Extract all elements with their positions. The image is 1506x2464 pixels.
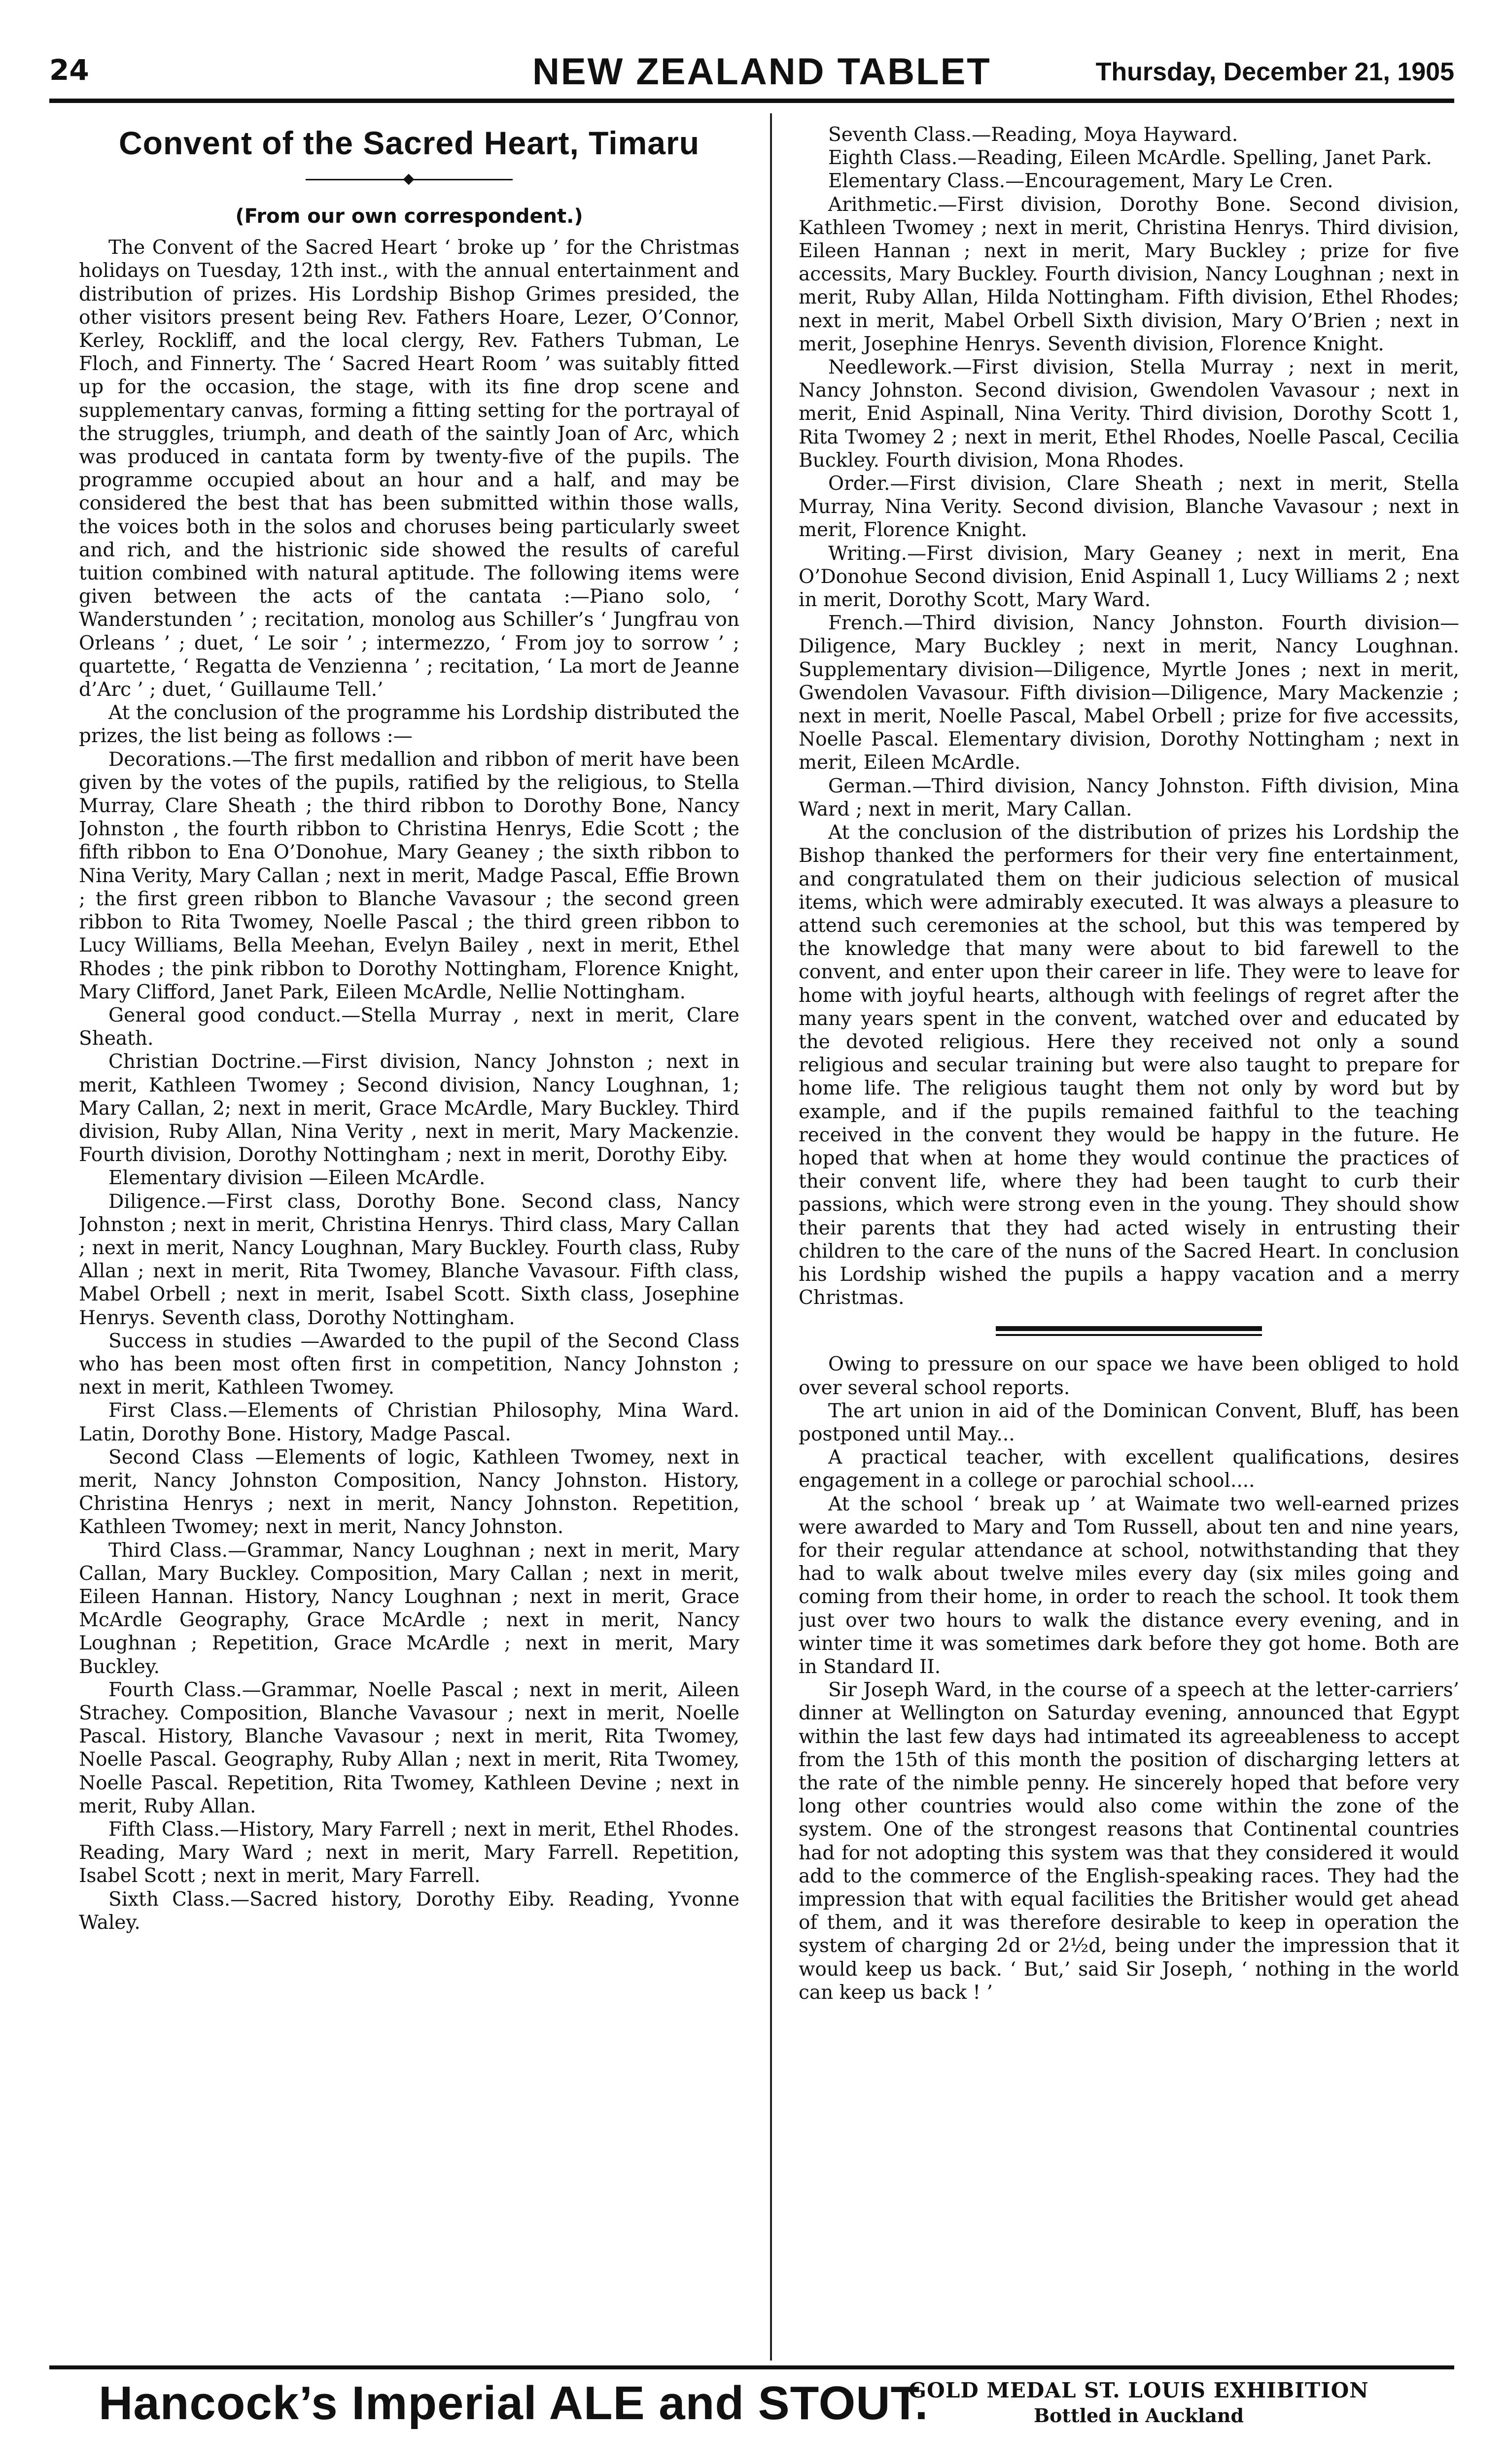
article-byline: (From our own correspondent.) (235, 205, 583, 228)
advertisement-line-2: Bottled in Auckland (1033, 2404, 1244, 2427)
article-paragraph: French.—Third division, Nancy Johnston. Fourth division—Diligence, Mary Buckley ; next in merit, Nancy Loughnan. Supplementary division—Diligence, Myrtle Jones ; next in merit, Gwendolen Vavasour. Fifth division—Diligence, Mary Mackenzie ; next in merit, Noelle Pascal, Mabel Orbell ; prize for five accessits, Noelle Pascal. Elementary division, Dorothy Nottingham ; next in merit, Eileen McArdle. (799, 612, 1459, 774)
article-paragraph: At the conclusion of the programme his Lordship distributed the prizes, the list being as follows :— (79, 702, 739, 748)
article-paragraph: Elementary division —Eileen McArdle. (108, 1167, 486, 1190)
article-paragraph: Christian Doctrine.—First division, Nancy Johnston ; next in merit, Kathleen Twomey ; Second division, Nancy Loughnan, 1; Mary Callan, 2; next in merit, Grace McArdle, Mary Buckley. Third division, Ruby Allan, Nina Verity , next in merit, Mary Mackenzie. Fourth division, Dorothy Nottingham ; next in merit, Dorothy Eiby. (79, 1051, 739, 1166)
paper-title: NEW ZEALAND TABLET (532, 51, 991, 93)
publication-date: Thursday, December 21, 1905 (1095, 58, 1454, 86)
header-rule (49, 99, 1454, 103)
article-paragraph: Order.—First division, Clare Sheath ; next in merit, Stella Murray, Nina Verity. Second division, Blanche Vavasour ; next in merit, Florence Knight. (799, 473, 1459, 542)
column-divider (770, 113, 772, 2361)
masthead (49, 53, 1454, 93)
article-paragraph: Second Class —Elements of logic, Kathleen Twomey, next in merit, Nancy Johnston Composition, Nancy Johnston. History, Christina Henrys ; next in merit, Nancy Johnston. Repetition, Kathleen Twomey; next in merit, Nancy Johnston. (79, 1446, 739, 1539)
article-paragraph: Seventh Class.—Reading, Moya Hayward. (828, 124, 1238, 146)
article-paragraph: General good conduct.—Stella Murray , next in merit, Clare Sheath. (79, 1004, 739, 1050)
article-paragraph: Fifth Class.—History, Mary Farrell ; next in merit, Ethel Rhodes. Reading, Mary Ward ; next in merit, Mary Farrell. Repetition, Isabel Scott ; next in merit, Mary Farrell. (79, 1818, 739, 1887)
article-paragraph: Needlework.—First division, Stella Murray ; next in merit, Nancy Johnston. Second division, Gwendolen Vavasour ; next in merit, Enid Aspinall, Nina Verity. Third division, Dorothy Scott 1, Rita Twomey 2 ; next in merit, Ethel Rhodes, Noelle Pascal, Cecilia Buckley. Fourth division, Mona Rhodes. (799, 356, 1459, 472)
news-paragraph: A practical teacher, with excellent qualifications, desires engagement in a college or parochial school.... (799, 1446, 1459, 1492)
advertisement-line-1: GOLD MEDAL ST. LOUIS EXHIBITION (909, 2378, 1369, 2402)
article-paragraph: Elementary Class.—Encouragement, Mary Le Cren. (828, 170, 1333, 193)
page-number: 24 (49, 53, 89, 87)
article-paragraph: The Convent of the Sacred Heart ‘ broke up ’ for the Christmas holidays on Tuesday, 12th inst., with the annual entertainment and distribution of prizes. His Lordship Bishop Grimes presided, the other visitors present being Rev. Fathers Hoare, Lezer, O’Connor, Kerley, Rockliff, and the local clergy, Rev. Fathers Tubman, Le Floch, and Finnerty. The ‘ Sacred Heart Room ’ was suitably fitted up for the occasion, the stage, with its fine drop scene and supplementary canvas, forming a fitting setting for the portrayal of the struggles, triumph, and death of the saintly Joan of Arc, which was produced in cantata form by twenty-five of the pupils. The programme occupied about an hour and a half, and may be considered the best that has been submitted within those walls, the voices both in the solos and choruses being particularly sweet and rich, and the histrionic side showed the results of careful tuition combined with natural aptitude. The following items were given between the acts of the cantata :—Piano solo, ‘ Wanderstunden ’ ; recitation, monolog aus Schiller’s ‘ Jungfrau von Orleans ’ ; duet, ‘ Le soir ’ ; intermezzo, ‘ From joy to sorrow ’ ; quartette, ‘ Regatta de Venziennа ’ ; recitation, ‘ La mort de Jeanne d’Arc ’ ; duet, ‘ Guillaume Tell.’ (79, 237, 739, 701)
section-separator (996, 1325, 1262, 1339)
article-paragraph: Decorations.—The first medallion and ribbon of merit have been given by the votes of the pupils, ratified by the religious, to Stella Murray, Clare Sheath ; the third ribbon to Dorothy Bone, Nancy Johnston , the fourth ribbon to Christina Henrys, Edie Scott ; the fifth ribbon to Ena O’Donohue, Mary Geaney ; the sixth ribbon to Nina Verity, Mary Callan ; next in merit, Madge Pascal, Effie Brown ; the first green ribbon to Blanche Vavasour ; the second green ribbon to Rita Twomey, Noelle Pascal ; the third green ribbon to Lucy Williams, Bella Meehan, Evelyn Bailey , next in merit, Ethel Rhodes ; the pink ribbon to Dorothy Nottingham, Florence Knight, Mary Clifford, Janet Park, Eileen McArdle, Nellie Nottingham. (79, 748, 739, 1003)
article-title: Convent of the Sacred Heart, Timaru (118, 125, 700, 161)
article-paragraph: German.—Third division, Nancy Johnston. Fifth division, Mina Ward ; next in merit, Mary Callan. (799, 775, 1459, 821)
news-paragraph: Sir Joseph Ward, in the course of a speech at the letter-carriers’ dinner at Wellington on Saturday evening, announced that Egypt within the last few days had intimated its agreeableness to accept from the 15th of this month the position of discharging letters at the rate of the nimble penny. He sincerely hoped that before very long other countries would also come within the zone of the system. One of the strongest reasons that Continental countries had for not adopting this system was that they considered it would add to the commerce of the English-speaking races. They had the impression that with equal facilities the Britisher would get ahead of them, and it was therefore desirable to keep in operation the system of charging 2d or 2½d, being under the impression that it would keep us back. ‘ But,’ said Sir Joseph, ‘ nothing in the world can keep us back ! ’ (799, 1679, 1459, 2004)
title-ornament (306, 175, 513, 183)
article-paragraph: At the conclusion of the distribution of prizes his Lordship the Bishop thanked the performers for their very fine entertainment, and congratulated them on their judicious selection of musical items, which were admirably executed. It was always a pleasure to attend such ceremonies at the school, but this was tempered by the knowledge that many were about to bid farewell to the convent, and enter upon their career in life. They were to leave for home with joyful hearts, although with feelings of regret after the many years spent in the convent, watched over and educated by the devoted religious. Here they received not only a sound religious and secular training but were also taught to prepare for home life. The religious taught them not only by word but by example, and if the pupils remained faithful to the teaching received in the convent they would be happy in the future. He hoped that when at home they would continue the practices of their convent life, where they had been taught to curb their passions, which were strong even in the young. They should show their parents that they had acted wisely in entrusting their children to the care of the nuns of the Sacred Heart. In conclusion his Lordship wished the pupils a happy vacation and a merry Christmas. (799, 821, 1459, 1309)
article-paragraph: Eighth Class.—Reading, Eileen McArdle. Spelling, Janet Park. (828, 147, 1432, 170)
article-paragraph: Fourth Class.—Grammar, Noelle Pascal ; next in merit, Aileen Strachey. Composition, Blanche Vavasour ; next in merit, Noelle Pascal. History, Blanche Vavasour ; next in merit, Rita Twomey, Noelle Pascal. Geography, Ruby Allan ; next in merit, Rita Twomey, Noelle Pascal. Repetition, Rita Twomey, Kathleen Devine ; next in merit, Ruby Allan. (79, 1678, 739, 1817)
article-paragraph: First Class.—Elements of Christian Philosophy, Mina Ward. Latin, Dorothy Bone. History, Madge Pascal. (79, 1400, 739, 1445)
advertisement-secondary (868, 2378, 1410, 2427)
separator-thick-rule (996, 1326, 1262, 1331)
article-paragraph: Diligence.—First class, Dorothy Bone. Second class, Nancy Johnston ; next in merit, Christina Henrys. Third class, Mary Callan ; next in merit, Nancy Loughnan, Mary Buckley. Fourth class, Ruby Allan ; next in merit, Rita Twomey, Blanche Vavasour. Fifth class, Mabel Orbell ; next in merit, Isabel Scott. Sixth class, Josephine Henrys. Seventh class, Dorothy Nottingham. (79, 1190, 739, 1329)
article-paragraph: Third Class.—Grammar, Nancy Loughnan ; next in merit, Mary Callan, Mary Buckley. Composition, Mary Callan ; next in merit, Eileen Hannan. History, Nancy Loughnan ; next in merit, Grace McArdle Geography, Grace McArdle ; next in merit, Nancy Loughnan ; Repetition, Grace McArdle ; next in merit, Mary Buckley. (79, 1539, 739, 1678)
separator-thin-rule (996, 1334, 1262, 1336)
article-paragraph: Sixth Class.—Sacred history, Dorothy Eiby. Reading, Yvonne Waley. (79, 1888, 739, 1934)
news-paragraph: The art union in aid of the Dominican Convent, Bluff, has been postponed until May... (799, 1400, 1459, 1445)
left-column (79, 123, 739, 2346)
news-paragraph: Owing to pressure on our space we have been obliged to hold over several school reports. (799, 1353, 1459, 1399)
footer-rule (49, 2365, 1454, 2369)
article-paragraph: Arithmetic.—First division, Dorothy Bone. Second division, Kathleen Twomey ; next in merit, Christina Henrys. Third division, Eileen Hannan ; next in merit, Mary Buckley ; prize for five accessits, Mary Buckley. Fourth division, Nancy Loughnan ; next in merit, Ruby Allan, Hilda Nottingham. Fifth division, Ethel Rhodes; next in merit, Mabel Orbell Sixth division, Mary O’Brien ; next in merit, Josephine Henrys. Seventh division, Florence Knight. (799, 193, 1459, 355)
advertisement-main: Hancock’s Imperial ALE and STOUT. (99, 2377, 929, 2430)
article-paragraph: Success in studies —Awarded to the pupil of the Second Class who has been most often first in competition, Nancy Johnston ; next in merit, Kathleen Twomey. (79, 1330, 739, 1399)
article-paragraph: Writing.—First division, Mary Geaney ; next in merit, Ena O’Donohue Second division, Enid Aspinall 1, Lucy Williams 2 ; next in merit, Dorothy Scott, Mary Ward. (799, 542, 1459, 612)
ornament-diamond-icon (403, 174, 415, 185)
right-column (799, 123, 1459, 2346)
news-paragraph: At the school ‘ break up ’ at Waimate two well-earned prizes were awarded to Mary and Tom Russell, about ten and nine years, for their regular attendance at school, notwithstanding that they had to walk about twelve miles every day (six miles going and coming from their home, in order to reach the school. It took them just over two hours to walk the distance every evening, and in winter time it was sometimes dark before they got home. Both are in Standard II. (799, 1493, 1459, 1678)
